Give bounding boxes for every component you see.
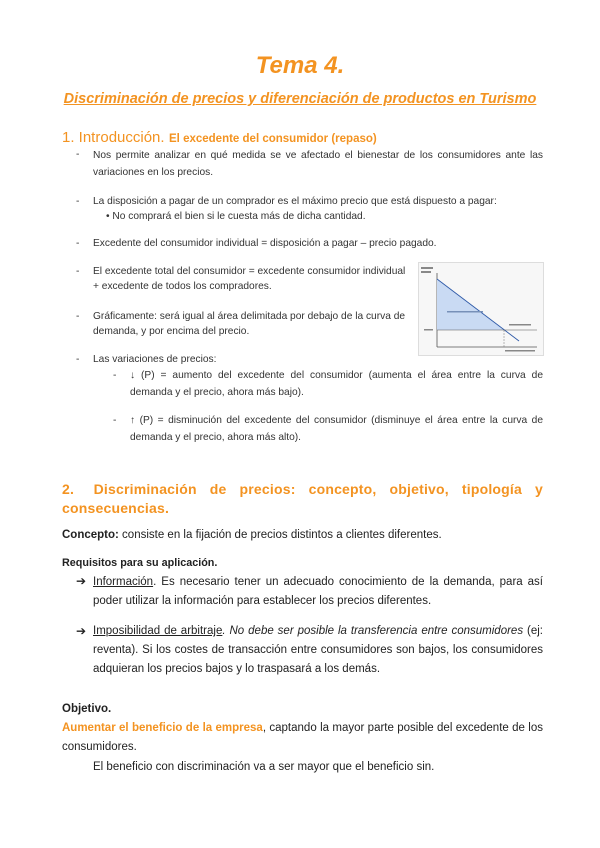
objetivo-paragraph [62, 719, 543, 757]
req1-label: Información [93, 576, 154, 588]
list-item: Nos permite analizar en qué medida se ve afectado el bienestar de los consumidores ante las variaciones en los precios. [93, 150, 543, 178]
axis-label-mark [505, 350, 535, 352]
arrow-bullet: ➔ [76, 574, 87, 588]
axis-label-mark [421, 267, 433, 269]
dash-bullet: - [76, 149, 80, 160]
axis-label-mark [424, 329, 433, 331]
section2-heading-line: 2. Discriminación de precios: concepto, objetivo, tipología y [62, 481, 543, 497]
objetivo-text: , captando la mayor parte posible del excedente de los consumidores. [62, 722, 543, 753]
requisitos-heading: Requisitos para su aplicación. [62, 557, 218, 569]
list-item: ↑ (P) = disminución del excedente del consumidor (disminuye el área entre la curva de demanda y el precio, ahora más alto). [130, 415, 543, 443]
section1-number-title: 1. Introducción. [62, 129, 165, 146]
page-subtitle: Discriminación de precios y diferenciación de productos en Turismo [63, 91, 537, 107]
req2-italic: . No debe ser posible la transferencia entre consumidores [222, 625, 524, 637]
consumer-surplus-graph [418, 262, 544, 356]
dash-bullet: - [76, 266, 80, 277]
graph-svg [419, 263, 543, 355]
list-item: + excedente de todos los compradores. [93, 281, 272, 292]
section1-heading [62, 129, 377, 147]
concepto-paragraph [62, 526, 543, 545]
list-item: La disposición a pagar de un comprador es el máximo precio que está dispuesto a pagar: [93, 196, 497, 207]
dash-bullet: - [76, 238, 80, 249]
graph-label-mark [447, 311, 483, 313]
concepto-label: Concepto: [62, 529, 119, 541]
req2-label: Imposibilidad de arbitraje [93, 625, 223, 637]
objetivo-heading: Objetivo. [62, 703, 112, 715]
arrow-bullet: ➔ [76, 624, 87, 638]
objetivo-note: El beneficio con discriminación va a ser mayor que el beneficio sin. [93, 761, 435, 773]
requisito-arbitraje [93, 622, 543, 679]
dash-bullet: - [113, 370, 117, 381]
dash-bullet: - [76, 196, 80, 207]
dash-bullet: - [76, 311, 80, 322]
axis-label-mark [421, 271, 431, 273]
list-item: Gráficamente: será igual al área delimitada por debajo de la curva de [93, 311, 406, 322]
req1-text: . Es necesario tener un adecuado conocimiento de la demanda, para así poder utilizar la información para establecer los precios diferentes. [93, 576, 543, 607]
req2-text: (ej: reventa). Si los costes de transacción entre consumidores son bajos, los consumidores adquieran los precios bajos y lo traspasará a los demás. [93, 625, 544, 675]
list-item: demanda, y por encima del precio. [93, 326, 250, 337]
dash-bullet: - [113, 415, 117, 426]
list-item: Las variaciones de precios: [93, 354, 217, 365]
section2-heading: consecuencias. [62, 500, 170, 516]
objetivo-highlight: Aumentar el beneficio de la empresa [62, 722, 263, 734]
dash-bullet: - [76, 354, 80, 365]
concepto-text: consiste en la fijación de precios distintos a clientes diferentes. [118, 529, 442, 541]
list-item: El excedente total del consumidor = excedente consumidor individual [93, 266, 406, 277]
list-item: ↓ (P) = aumento del excedente del consumidor (aumenta el área entre la curva de demanda y el precio, ahora más bajo). [130, 370, 543, 398]
list-item: • No comprará el bien si le cuesta más de dicha cantidad. [106, 211, 366, 222]
list-item: Excedente del consumidor individual = disposición a pagar – precio pagado. [93, 238, 437, 249]
graph-label-mark [509, 324, 531, 326]
page-title: Tema 4. [255, 52, 345, 79]
section1-subtitle: El excedente del consumidor (repaso) [169, 133, 377, 145]
requisito-informacion [93, 573, 543, 611]
